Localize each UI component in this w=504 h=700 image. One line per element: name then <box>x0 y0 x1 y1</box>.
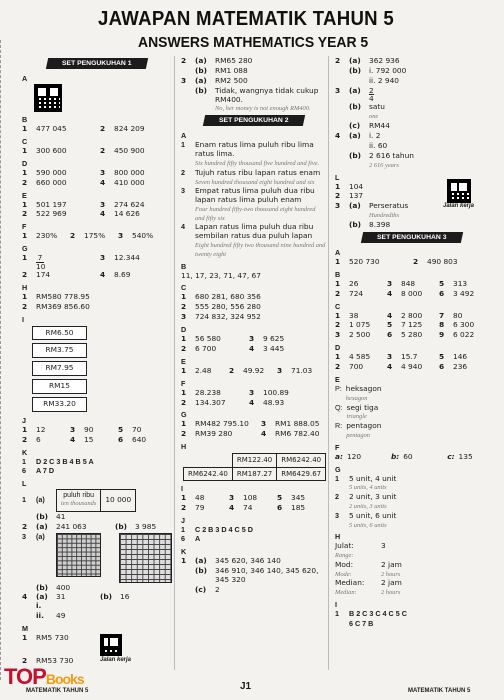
list-item <box>32 342 172 359</box>
section-f-label: F <box>22 222 27 232</box>
statistics-list <box>335 542 488 597</box>
column-3: 2 (a) 362 936 (b) i. 792 000 ii. 2 940 3 (a) 2 4 (b) satu one (c) RM44 4 (a) i. 2 ii. 60 (b) 2 616 tahun 2 616 years L 1 104 2 137 3 (a) Perseratus Hundredths (b) 8.398 Jalan kerja SET PENGUKUHAN 3 A 1 520 730 2 490 803 B 1 26 3 848 5 313 2 724 4 8 000 6 3 492 C 1 38 4 2 800 7 80 2 1 075 5 7 125 8 6 300 3 2 500 6 5 280 9 6 022 D 1 4 585 3 15.7 5 146 2 700 4 4 940 6 236 E P: heksagon hexagon Q: segi tiga triangle R: pentagon pentagon F a: 120 b: 60 c: 135 G 1 5 unit, 4 unit 5 units, 4 units 2 2 unit, 3 unit 2 units, 3 units 3 5 unit, 6 unit 5 units, 6 units H Julat: Range: 3 Mod: Mode: 2 jam 2 hours Median: Median: 2 jam 2 hours I 1 B 2 C 3 C 4 C 5 C 6 C 7 B <box>328 56 488 670</box>
item-number: 2 <box>181 167 185 177</box>
malay-text: 5 unit, 4 unit <box>349 473 397 483</box>
item-value: 724 832, 324 952 <box>195 312 261 322</box>
shape-name <box>347 404 379 422</box>
stat-value <box>381 542 386 551</box>
page-title: JAWAPAN MATEMATIK TAHUN 5 <box>98 8 394 30</box>
page-header <box>0 0 504 54</box>
item-value: 680 281, 680 356 <box>195 292 261 302</box>
section-f-label: F <box>335 442 340 452</box>
item-text <box>195 223 326 258</box>
list-item <box>32 360 172 377</box>
section-banner: SET PENGUKUHAN 1 <box>46 58 148 69</box>
malay-value: 2 jam <box>381 578 402 588</box>
qr-code-icon[interactable] <box>34 84 62 112</box>
section-b-label: B <box>335 269 341 279</box>
publisher-logo: TOPBooks <box>4 664 84 689</box>
item-number: 1 <box>181 292 187 302</box>
section-f-label: F <box>181 378 186 388</box>
page-subtitle: ANSWERS MATHEMATICS YEAR 5 <box>138 34 369 51</box>
section-e-label: E <box>335 374 340 384</box>
english-text: Six hundred fifty thousand five hundred and five. <box>195 160 320 167</box>
column-1: SET PENGUKUHAN 1 A B 1 477 045 2 824 209 C 1 300 600 2 450 900 D 1 590 000 3 800 000 2 660 000 4 410 000 E 1 501 197 3 274 624 2 522 969 4 14 626 F 1 230% 2 175% 3 540% G 1 7 10 3 12.344 2 174 4 8.69 H 1 RM580 778.95 2 RM369 856.60 I RM6.50 RM3.75 RM7.95 RM15 RM33.20 J 1 12 3 90 5 70 2 6 4 15 6 640 K 1 D 2 C 3 B 4 B 5 A 6 A 7 D L 1 (a) puluh ribu ten thousands 10 000 (b) 41 2 (a) 241 063 (b) 3 985 3 (a) (b) 400 4 (a) i. 31 (b) 16 ii. 49 M 1 RM5 730 2 RM53 730 Jalan kerja <box>22 56 172 670</box>
item-text <box>349 512 396 530</box>
list-item <box>335 422 488 440</box>
section-i-label: I <box>335 599 337 609</box>
section-l-label: L <box>335 172 340 182</box>
malay-label: Median: <box>335 578 365 588</box>
list-item <box>181 293 326 302</box>
column-2: 2 (a) RM65 280 (b) RM1 088 3 (a) RM2 500 (b) Tidak, wangnya tidak cukup RM400. No, her money is not enough RM400. SET PENGUKUHAN 2 A 1 Enam ratus lima puluh ribu lima ratus lima. Six hundred fifty thousand five hundred and five. 2 Tujuh ratus ribu lapan ratus enam Seven hundred thousand eight hundred and six 3 Empat ratus lima puluh dua ribu lapan ratus lima puluh enam Four hundred fifty-two thousand eight hundred and fifty six 4 Lapan ratus lima puluh dua ribu sembilan ratus dua puluh lapan Eight hundred fifty two thousand nine hundred and twenty eight B 11, 17, 23, 71, 47, 67 C 1 680 281, 680 356 2 555 280, 556 280 3 724 832, 324 952 D 1 56 580 3 9 625 2 6 700 4 3 445 E 1 2.48 2 49.92 3 71.03 F 1 28.238 3 100.89 2 134.307 4 48.93 G 1 RM482 795.10 3 RM1 888.05 2 RM39 280 4 RM6 782.40 H RM122.40 RM6242.40 RM6242.40 RM187.27 RM6429.67 I 1 48 3 108 5 345 2 79 4 74 6 185 J 1 C 2 B 3 D 4 C 5 D 6 A K 1 (a) 345 620, 346 140 (b) 346 910, 346 140, 345 620, 345 320 (c) 2 <box>174 56 326 670</box>
english-value: 2 hours <box>381 570 401 578</box>
english-label: Median: <box>335 589 357 597</box>
section-j-label: J <box>22 415 26 425</box>
list-item <box>335 542 488 560</box>
english-value: 2 hours <box>381 589 401 597</box>
list-item <box>335 512 488 530</box>
item-text <box>195 187 326 222</box>
malay-text: 5 unit, 6 unit <box>349 510 397 520</box>
section-d-label: D <box>335 343 341 353</box>
shape-list <box>335 385 488 440</box>
english-text: triangle <box>346 413 367 421</box>
stat-label <box>335 561 377 579</box>
item-number: 3 <box>335 510 339 520</box>
section-m-label: M <box>22 624 28 633</box>
qr-code-icon[interactable] <box>100 634 122 656</box>
section-i-label: I <box>22 314 24 324</box>
section-l-label: L <box>22 478 27 488</box>
shape-name <box>346 422 381 440</box>
english-text: 5 units, 6 units <box>349 521 387 529</box>
page-number: J1 <box>240 681 252 692</box>
list-item <box>335 493 488 511</box>
item-number: 1 <box>335 473 339 483</box>
malay-text: Lapan ratus lima puluh dua ribu sembilan ratus dua puluh lapan <box>195 222 314 241</box>
section-b-label: B <box>22 115 28 124</box>
english-label: Mode: <box>335 570 352 578</box>
english-text: hexagon <box>345 394 368 402</box>
malay-label: Julat: <box>335 541 354 551</box>
money-box-list <box>22 325 172 413</box>
stat-label <box>335 579 377 597</box>
malay-text: 2 unit, 3 unit <box>349 492 397 502</box>
place-value-table: puluh ribu ten thousands 10 000 <box>56 489 136 512</box>
shape-name <box>346 385 382 403</box>
money-box: RM15 <box>32 379 87 394</box>
section-e-label: E <box>22 190 27 200</box>
malay-text: Enam ratus lima puluh ribu lima ratus lima. <box>195 140 314 159</box>
hundred-grid-b <box>119 533 172 583</box>
list-item <box>181 313 326 322</box>
hundred-grid-a <box>56 533 101 577</box>
section-k-label: K <box>181 546 187 556</box>
section-i-label: I <box>181 483 183 493</box>
section-a-label: A <box>22 74 28 83</box>
english-text: Seven hundred thousand eight hundred and six <box>195 178 315 186</box>
ordering-list <box>181 293 326 322</box>
units-list <box>335 475 488 530</box>
binding-edge <box>0 40 14 680</box>
section-a-label: A <box>181 131 187 141</box>
section-g-label: G <box>181 410 187 420</box>
list-item <box>335 385 488 403</box>
section-h-label: H <box>22 282 28 292</box>
section-c-label: C <box>181 283 187 293</box>
item-value: 555 280, 556 280 <box>195 302 261 312</box>
malay-value: 3 <box>381 541 386 551</box>
list-item <box>32 325 172 342</box>
stat-value <box>381 579 402 597</box>
malay-text: Tujuh ratus ribu lapan ratus enam <box>195 167 321 177</box>
item-number: 4 <box>181 222 185 232</box>
english-text: 2 units, 3 units <box>349 502 387 510</box>
item-number: 2 <box>181 302 187 312</box>
section-g-label: G <box>22 244 28 254</box>
malay-label: Mod: <box>335 559 354 569</box>
list-item <box>181 187 326 222</box>
list-item <box>335 404 488 422</box>
english-text: pentagon <box>346 431 370 439</box>
english-text: Eight hundred fifty two thousand nine hundred and twenty eight <box>195 242 326 258</box>
section-banner: SET PENGUKUHAN 3 <box>360 232 462 243</box>
malay-text: Empat ratus lima puluh dua ribu lapan ratus lima puluh enam <box>195 186 315 205</box>
english-text: Four hundred fifty-two thousand eight hundred and fifty six <box>195 206 316 222</box>
section-k-label: K <box>22 447 28 457</box>
section-g-label: G <box>335 464 341 474</box>
list-item <box>335 579 488 597</box>
list-item <box>335 475 488 493</box>
page-footer-right: MATEMATIK TAHUN 5 <box>408 688 471 694</box>
money-table: RM122.40 RM6242.40 RM6242.40 RM187.27 RM6429.67 <box>183 453 326 481</box>
money-box: RM33.20 <box>32 397 87 412</box>
item-text <box>349 475 396 493</box>
item-text <box>195 169 320 187</box>
stat-value <box>381 561 402 579</box>
money-box: RM6.50 <box>32 326 87 341</box>
section-e-label: E <box>181 356 186 366</box>
shape-letter: P: <box>335 383 342 393</box>
list-item <box>181 223 326 258</box>
number-words-list <box>181 141 326 258</box>
section-c-label: C <box>335 301 341 311</box>
stat-label <box>335 542 377 560</box>
item-number: 2 <box>335 492 339 502</box>
list-item <box>181 169 326 187</box>
english-label: Range: <box>335 552 354 560</box>
item-text <box>195 141 326 167</box>
malay-text: heksagon <box>345 383 382 393</box>
shape-letter: R: <box>335 421 343 431</box>
list-item <box>181 303 326 312</box>
section-d-label: D <box>22 158 28 168</box>
shape-letter: Q: <box>335 402 343 412</box>
item-number: 3 <box>181 186 185 196</box>
page-footer-left: MATEMATIK TAHUN 5 <box>26 688 89 694</box>
section-c-label: C <box>22 136 28 146</box>
malay-value: 2 jam <box>381 559 402 569</box>
section-d-label: D <box>181 325 187 334</box>
list-item <box>32 396 172 413</box>
section-banner: SET PENGUKUHAN 2 <box>202 115 304 126</box>
section-h-label: H <box>335 532 341 542</box>
qr-code-icon[interactable] <box>447 179 471 203</box>
section-j-label: J <box>181 515 185 525</box>
malay-text: segi tiga <box>346 402 379 412</box>
english-text: 5 units, 4 units <box>349 484 387 492</box>
item-text <box>349 493 396 511</box>
section-a-label: A <box>335 247 341 257</box>
section-b-label: B <box>181 261 187 271</box>
money-box: RM3.75 <box>32 343 87 358</box>
item-number: 3 <box>181 312 187 322</box>
item-number: 1 <box>181 140 185 150</box>
list-item <box>32 378 172 395</box>
section-h-label: H <box>181 442 187 452</box>
list-item <box>335 561 488 579</box>
money-box: RM7.95 <box>32 361 87 376</box>
list-item <box>181 141 326 167</box>
malay-text: pentagon <box>346 421 382 431</box>
